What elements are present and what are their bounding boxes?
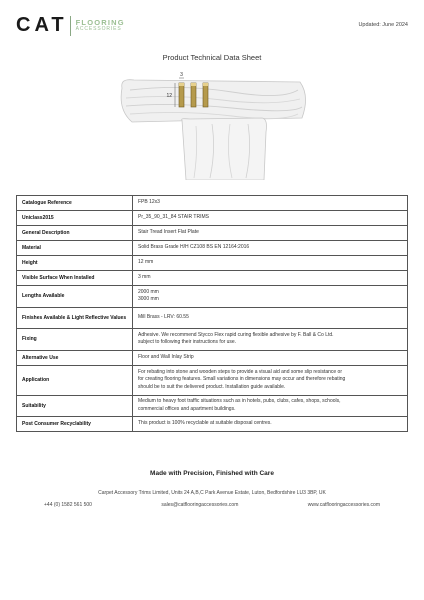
spec-row bbox=[17, 271, 408, 286]
spec-row bbox=[17, 329, 408, 351]
spec-row bbox=[17, 365, 408, 395]
spec-row bbox=[17, 395, 408, 417]
spec-value-line: Adhesive. We recommend Stycco Flex rapid curing flexible adhesive by F. Ball & Co Ltd. bbox=[138, 331, 334, 338]
spec-value bbox=[133, 211, 408, 226]
spec-value bbox=[133, 365, 408, 395]
spec-value-line: For rebating into stone and wooden steps to provide a visual aid and some slip resistance or bbox=[138, 368, 343, 375]
stair-tread bbox=[121, 80, 305, 122]
company-address: Carpet Accessory Trims Limited, Units 24 A,B,C Park Avenue Estate, Luton, Bedfordshire LU3 3BP, UK bbox=[98, 490, 326, 496]
spec-value-line: commercial offices and apartment buildings. bbox=[138, 405, 236, 412]
spec-value bbox=[133, 196, 408, 211]
spec-table bbox=[16, 195, 408, 432]
spec-value-line: This product is 100% recyclable at suitable disposal centres. bbox=[138, 420, 272, 427]
spec-row bbox=[17, 226, 408, 241]
brass-strip-3 bbox=[203, 83, 208, 107]
brand-sub-1: FLOORING bbox=[75, 17, 125, 27]
spec-value bbox=[133, 271, 408, 286]
spec-value-line: 3 mm bbox=[138, 274, 151, 281]
spec-label: Finishes Available & Light Reflective Values bbox=[17, 307, 133, 329]
spec-value bbox=[133, 256, 408, 271]
stair-riser bbox=[182, 118, 267, 180]
tagline: Made with Precision, Finished with Care bbox=[150, 470, 274, 477]
spec-value-line: Solid Brass Grade H/H CZ108 BS EN 12164:2016 bbox=[138, 244, 250, 251]
spec-value-line: Stair Tread Insert Flat Plate bbox=[138, 229, 199, 236]
spec-value bbox=[133, 417, 408, 432]
spec-row bbox=[17, 196, 408, 211]
spec-value-line: should be to suit the delivered product. Installation guide available. bbox=[138, 383, 286, 390]
spec-label: Height bbox=[17, 256, 133, 271]
spec-label: Application bbox=[17, 365, 133, 395]
spec-value-line: Mill Brass - LRV: 60.55 bbox=[138, 314, 189, 320]
phone-number[interactable]: +44 (0) 1582 561 500 bbox=[44, 502, 92, 508]
spec-row bbox=[17, 350, 408, 365]
spec-label: Uniclass2015 bbox=[17, 211, 133, 226]
spec-row bbox=[17, 417, 408, 432]
spec-value bbox=[133, 350, 408, 365]
brand-sub bbox=[76, 19, 125, 33]
spec-value bbox=[133, 241, 408, 256]
brass-strip-2-face bbox=[191, 83, 196, 86]
spec-value-line: Floor and Wall Inlay Strip bbox=[138, 353, 194, 360]
brass-strip-2 bbox=[191, 83, 196, 107]
spec-value bbox=[133, 329, 408, 351]
website-link[interactable]: www.catflooringaccessories.com bbox=[307, 502, 380, 508]
spec-label: General Description bbox=[17, 226, 133, 241]
spec-value bbox=[133, 307, 408, 329]
spec-value-line: 2000 mm bbox=[138, 288, 159, 295]
spec-row bbox=[17, 307, 408, 329]
brand-logo[interactable] bbox=[16, 14, 125, 37]
spec-value bbox=[133, 395, 408, 417]
spec-label: Lengths Available bbox=[17, 286, 133, 308]
spec-value-line: subject to following their instructions for use. bbox=[138, 339, 237, 346]
brass-strip-3-face bbox=[203, 83, 208, 86]
brass-strip-1 bbox=[179, 83, 184, 107]
spec-row bbox=[17, 286, 408, 308]
spec-row bbox=[17, 241, 408, 256]
spec-label: Catalogue Reference bbox=[17, 196, 133, 211]
width-dimension-label: 3 bbox=[180, 72, 183, 78]
header bbox=[16, 14, 408, 40]
spec-value-line: Medium to heavy foot traffic situations such as in hotels, pubs, clubs, cafes, shops, schools, bbox=[138, 398, 341, 405]
logo-divider bbox=[70, 16, 71, 36]
contact-row bbox=[44, 502, 380, 508]
spec-label: Post Consumer Recyclability bbox=[17, 417, 133, 432]
brass-strip-1-face bbox=[179, 83, 184, 86]
spec-label: Visible Surface When Installed bbox=[17, 271, 133, 286]
spec-value-line: for creating flooring features. Small variations in dimensions may occur and therefore rebating bbox=[138, 376, 346, 383]
height-dimension-label: 12 bbox=[166, 93, 172, 99]
email-link[interactable]: sales@catflooringaccessories.com bbox=[161, 502, 239, 508]
spec-label: Alternative Use bbox=[17, 350, 133, 365]
spec-value-line: FPB 12x3 bbox=[138, 199, 160, 206]
spec-label: Fixing bbox=[17, 329, 133, 351]
spec-label: Material bbox=[17, 241, 133, 256]
spec-value-line: 3000 mm bbox=[138, 296, 159, 303]
spec-value bbox=[133, 226, 408, 241]
spec-value-line: Pr_35_90_31_84 STAIR TRIMS bbox=[138, 214, 209, 221]
spec-row bbox=[17, 256, 408, 271]
spec-value bbox=[133, 286, 408, 308]
spec-row bbox=[17, 211, 408, 226]
spec-value-line: 12 mm bbox=[138, 259, 154, 266]
brand-sub-2: ACCESSORIES bbox=[75, 26, 122, 33]
brand-main: CAT bbox=[16, 14, 68, 36]
page-title: Product Technical Data Sheet bbox=[162, 53, 262, 62]
spec-label: Suitability bbox=[17, 395, 133, 417]
product-illustration bbox=[112, 72, 312, 180]
updated-date: Updated: June 2024 bbox=[358, 22, 408, 28]
